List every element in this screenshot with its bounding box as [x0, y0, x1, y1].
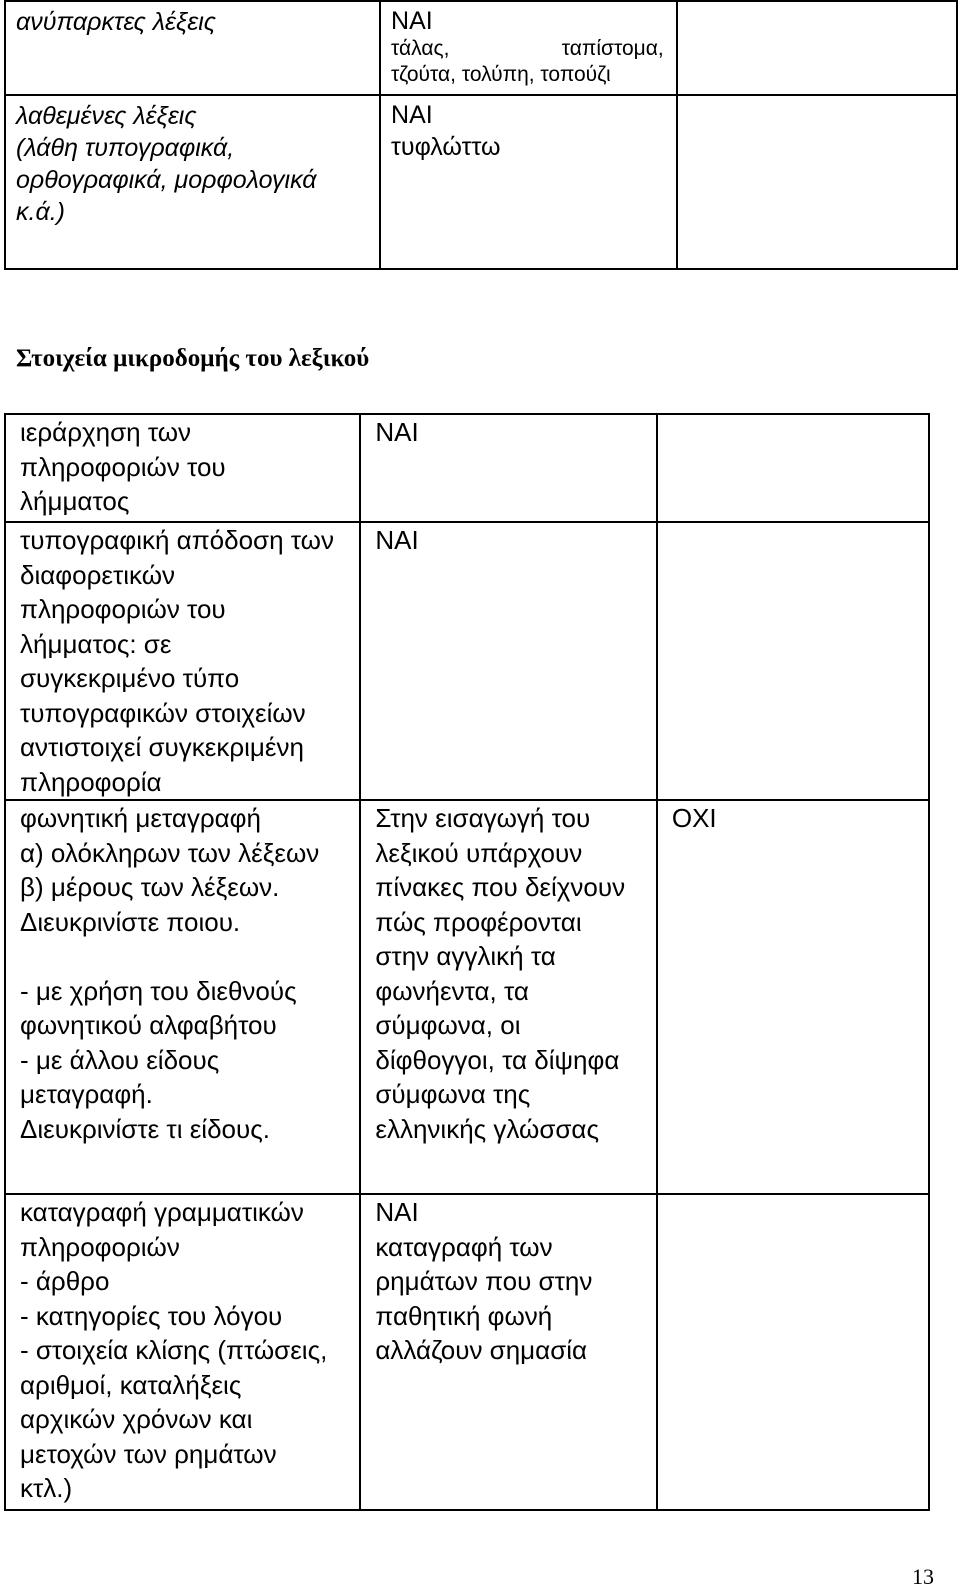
answer-cell	[380, 95, 677, 269]
criterion-text: ιεράρχηση των πληροφοριών του λήμματος	[20, 417, 226, 516]
comment-cell	[677, 1, 957, 95]
criterion-cell	[5, 95, 380, 269]
answer-text: ΝΑΙ καταγραφή των ρημάτων που στην παθητική φωνή αλλάζουν σημασία	[375, 1197, 593, 1365]
answer-cell	[380, 1, 677, 95]
examples-text: τυφλώττω	[391, 133, 501, 161]
criterion-cell	[5, 522, 360, 800]
answer-cell	[360, 1194, 656, 1510]
answer-text: ΝΑΙ	[375, 525, 419, 555]
comment-cell	[657, 1194, 929, 1510]
examples-line	[381, 36, 676, 62]
answer-cell	[360, 800, 656, 1194]
criterion-text: καταγραφή γραμματικών πληροφοριών - άρθρο - κατηγορίες του λόγου - στοιχεία κλίσης (πτώσεις, αριθμοί, καταλήξεις αρχικών χρόνων και μετοχών των ρημάτων κτλ.)	[20, 1197, 328, 1503]
criterion-text: τυπογραφική απόδοση των διαφορετικών πληροφοριών του λήμματος: σε συγκεκριμένο τύπο τυπογραφικών στοιχείων αντιστοιχεί συγκεκριμένη πληροφορία	[20, 525, 334, 797]
criterion-cell	[5, 800, 360, 1194]
table-row	[5, 800, 929, 1194]
criterion-text: ανύπαρκτες λέξεις	[16, 8, 216, 36]
comment-cell	[657, 800, 929, 1194]
comment-cell	[657, 414, 929, 522]
section-title: Στοιχεία μικροδομής του λεξικού	[16, 345, 370, 372]
answer-text: ΝΑΙ	[375, 417, 419, 447]
table-row	[5, 1194, 929, 1510]
example-word: ταπίστομα,	[561, 37, 664, 60]
example-word: τάλας,	[391, 37, 450, 60]
answer-text: ΝΑΙ	[391, 7, 433, 35]
answer-cell	[360, 414, 656, 522]
criterion-text: λαθεμένες λέξεις (λάθη τυπογραφικά, ορθογραφικά, μορφολογικά κ.ά.)	[16, 102, 317, 226]
answer-text: Στην εισαγωγή του λεξικού υπάρχουν πίνακες που δείχνουν πώς προφέρονται στην αγγλική τα φωνήεντα, τα σύμφωνα, οι δίφθογγοι, τα δίψηφα σύμφωνα της ελληνικής γλώσσας	[375, 803, 626, 1144]
microstructure-table	[4, 413, 930, 1511]
criterion-cell	[5, 1, 380, 95]
answer-cell	[360, 522, 656, 800]
page-number: 13	[912, 1564, 934, 1589]
table-row	[5, 522, 929, 800]
criterion-cell	[5, 1194, 360, 1510]
table-row	[5, 95, 957, 269]
criterion-cell	[5, 414, 360, 522]
comment-text: ΟΧΙ	[671, 803, 717, 833]
examples-text: τζούτα, τολύπη, τοπούζι	[391, 63, 611, 86]
table-row	[5, 414, 929, 522]
top-evaluation-table	[4, 0, 958, 270]
comment-cell	[677, 95, 957, 269]
criterion-text: φωνητική μεταγραφή α) ολόκληρων των λέξεων β) μέρους των λέξεων. Διευκρινίστε ποιου. - με χρήση του διεθνούς φωνητικού αλφαβήτου - με άλλου είδους μεταγραφή. Διευκρινίστε τι είδους.	[20, 803, 320, 1144]
table-row	[5, 1, 957, 95]
answer-text: ΝΑΙ	[391, 101, 433, 129]
comment-cell	[657, 522, 929, 800]
